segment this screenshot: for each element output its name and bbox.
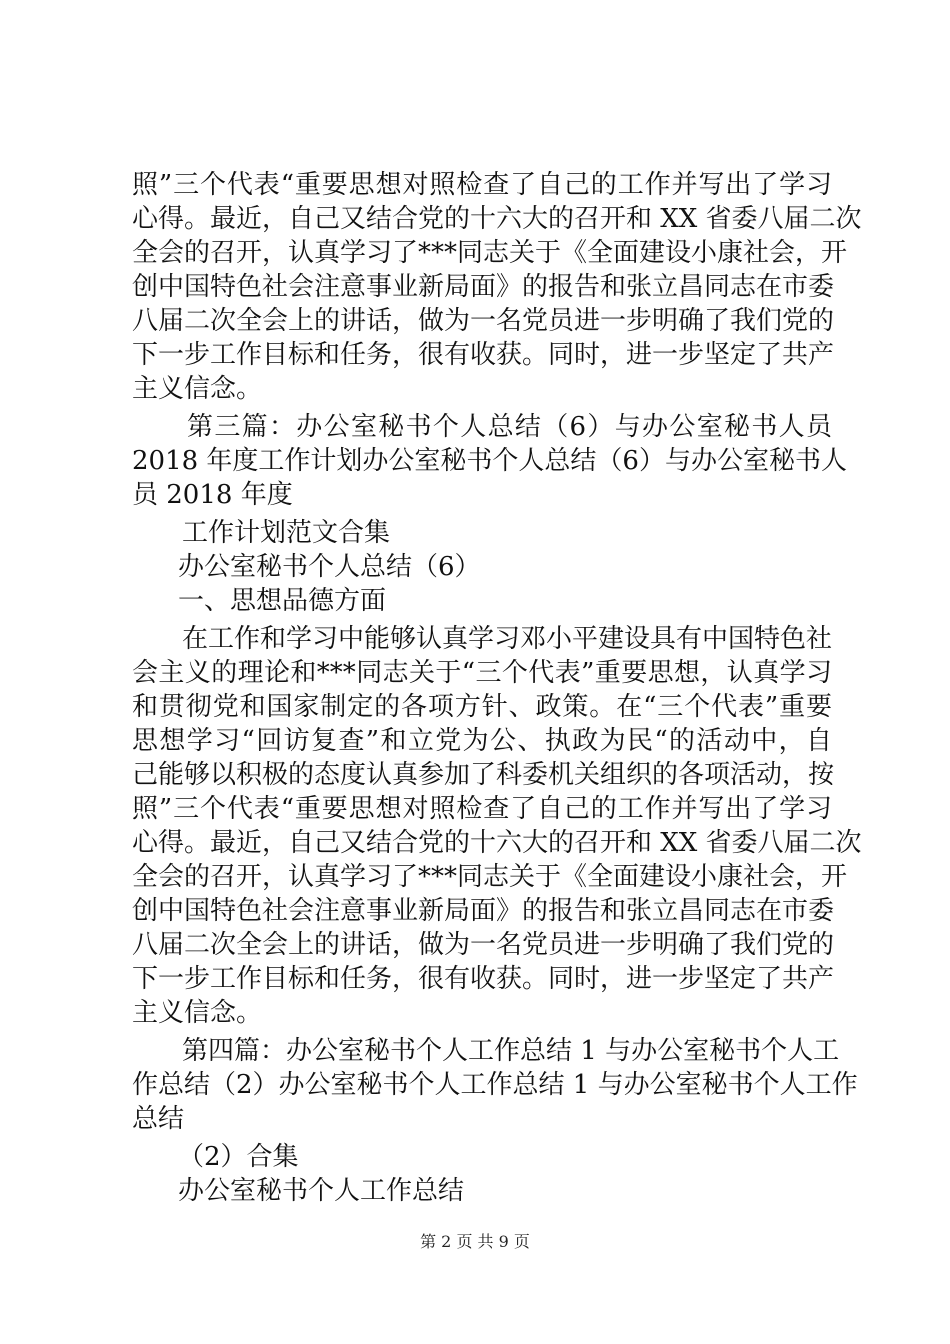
paragraph-line: 主义信念。: [132, 998, 263, 1028]
paragraph-line: 全会的召开，认真学习了***同志关于《全面建设小康社会，开: [132, 238, 848, 268]
paragraph-line: 八届二次全会上的讲话，做为一名党员进一步明确了我们党的: [132, 306, 835, 336]
page-number-footer: 第 2 页 共 9 页: [420, 1232, 530, 1251]
subheading-line: 办公室秘书个人总结（6）: [178, 552, 481, 582]
paragraph-line: 主义信念。: [132, 374, 263, 404]
subheading-line: （2）合集: [178, 1142, 299, 1172]
paragraph-line: 创中国特色社会注意事业新局面》的报告和张立昌同志在市委: [132, 272, 835, 302]
subheading-line: 一、思想品德方面: [178, 586, 387, 616]
section-heading-line: 第四篇：办公室秘书个人工作总结 1 与办公室秘书个人工: [182, 1036, 840, 1066]
paragraph-line: 下一步工作目标和任务，很有收获。同时，进一步坚定了共产: [132, 964, 835, 994]
paragraph-line: 和贯彻党和国家制定的各项方针、政策。在“三个代表”重要: [132, 692, 832, 722]
section-heading-line: 总结: [132, 1104, 185, 1134]
paragraph-line: 己能够以积极的态度认真参加了科委机关组织的各项活动，按: [132, 760, 835, 790]
section-heading-line: 员 2018 年度: [132, 480, 293, 510]
paragraph-line: 全会的召开，认真学习了***同志关于《全面建设小康社会，开: [132, 862, 848, 892]
subheading-line: 办公室秘书个人工作总结: [178, 1176, 465, 1206]
paragraph-line: 心得。最近，自己又结合党的十六大的召开和 XX 省委八届二次: [132, 204, 862, 234]
paragraph-line: 思想学习“回访复查”和立党为公、执政为民“的活动中，自: [132, 726, 832, 756]
paragraph-line: 会主义的理论和***同志关于“三个代表”重要思想，认真学习: [132, 658, 832, 688]
paragraph-line: 心得。最近，自己又结合党的十六大的召开和 XX 省委八届二次: [132, 828, 862, 858]
paragraph-line: 在工作和学习中能够认真学习邓小平建设具有中国特色社: [182, 624, 833, 654]
section-heading-line: 作总结（2）办公室秘书个人工作总结 1 与办公室秘书个人工作: [132, 1070, 858, 1100]
paragraph-line: 下一步工作目标和任务，很有收获。同时，进一步坚定了共产: [132, 340, 835, 370]
paragraph-line: 创中国特色社会注意事业新局面》的报告和张立昌同志在市委: [132, 896, 835, 926]
paragraph-line: 照”三个代表“重要思想对照检查了自己的工作并写出了学习: [132, 794, 832, 824]
section-heading-line: 第三篇：办公室秘书个人总结（6）与办公室秘书人员: [187, 412, 832, 442]
paragraph-line: 照”三个代表“重要思想对照检查了自己的工作并写出了学习: [132, 170, 832, 200]
section-heading-line: 2018 年度工作计划办公室秘书个人总结（6）与办公室秘书人: [132, 446, 847, 476]
subheading-line: 工作计划范文合集: [182, 518, 391, 548]
paragraph-line: 八届二次全会上的讲话，做为一名党员进一步明确了我们党的: [132, 930, 835, 960]
